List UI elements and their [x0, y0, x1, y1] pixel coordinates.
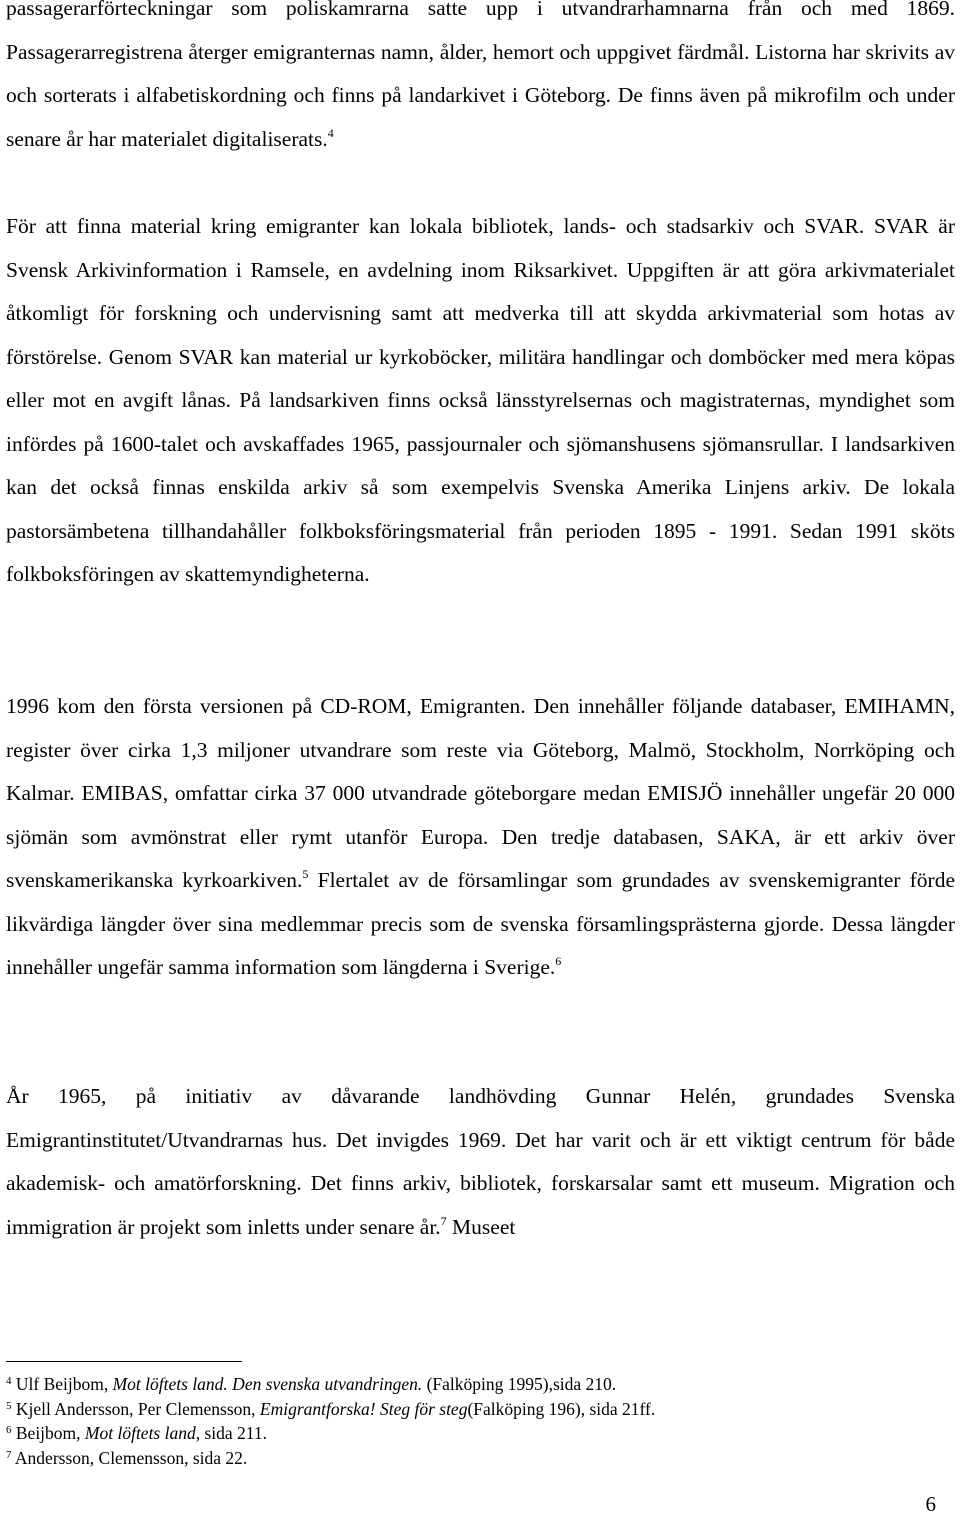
footnote-text: Beijbom,: [15, 1423, 85, 1443]
paragraph-text: Museet: [446, 1214, 516, 1239]
footnote-7: [6, 1446, 946, 1471]
footnote-number: 4: [6, 1375, 12, 1387]
footnote-number: 5: [6, 1399, 12, 1412]
footnote-text: Andersson, Clemensson, sida 22.: [14, 1447, 248, 1468]
paragraph-cd-rom-emigranten: [6, 685, 955, 990]
footnote-6: [6, 1421, 946, 1446]
footnote-number: 6: [6, 1424, 12, 1436]
footnote-separator: [6, 1361, 242, 1362]
paragraph-svar-archives: [6, 205, 955, 597]
footnote-text: (Falköping 196), sida 21ff.: [467, 1398, 656, 1419]
footnote-title: Emigrantforska! Steg för steg: [259, 1398, 468, 1419]
paragraph-text: För att finna material kring emigranter kan lokala bibliotek, lands- och stadsarkiv och SVAR. SVAR är Svensk Arkivinformation i Ramsele, en avdelning inom Riksarkivet. Uppgiften är att göra arkivmaterialet åtkomligt för forskning och undervisning samt att medverka till att skydda arkivmaterial som hotas av förstörelse. Genom SVAR kan material ur kyrkoböcker, militära handlingar och domböcker med mera köpas eller mot en avgift lånas. På landsarkiven finns också länsstyrelsernas och magistraternas, myndighet som infördes på 1600-talet och avskaffades 1965, passjournaler och sjömanshusens sjömansrullar. I landsarkiven kan det också finnas enskilda arkiv så som exempelvis Svenska Amerika Linjens arkiv. De lokala pastorsämbetena tillhandahåller folkboksföringsmaterial från perioden 1895 - 1991. Sedan 1991 sköts folkboksföringen av skattemyndigheterna.: [6, 214, 955, 586]
footnote-ref-5[interactable]: 5: [302, 867, 309, 881]
footnote-ref-7[interactable]: 7: [440, 1213, 447, 1228]
footnote-number: 7: [6, 1448, 12, 1461]
footnote-5: [6, 1397, 946, 1422]
footnote-ref-6[interactable]: 6: [555, 954, 562, 968]
paragraph-emigrant-institute: [6, 1075, 955, 1249]
paragraph-text: passagerarförteckningar som poliskamrarna satte upp i utvandrarhamnarna från och med 1869. Passagerarregistrena återger emigranternas namn, ålder, hemort och uppgivet färdmål. Listorna har skrivits av och sorterats i alfabetiskordning och finns på landarkivet i Göteborg. De finns även på mikrofilm och under senare år har materialet digitaliserats.: [6, 0, 955, 151]
footnote-title: Mot löftets land,: [84, 1423, 201, 1443]
footnote-title: Mot löftets land. Den svenska utvandringen.: [112, 1374, 423, 1394]
page-number: 6: [925, 1492, 936, 1516]
paragraph-emigrant-registers: [6, 0, 955, 161]
paragraph-text: 1996 kom den första versionen på CD-ROM, Emigranten. Den innehåller följande databaser, EMIHAMN, register över cirka 1,3 miljoner utvandrare som reste via Göteborg, Malmö, Stockholm, Norrköping och Kalmar. EMIBAS, omfattar cirka 37 000 utvandrade göteborgare medan EMISJÖ innehåller ungefär 20 000 sjömän som avmönstrat eller rymt utanför Europa. Den tredje databasen, SAKA, är ett arkiv över svenskamerikanska kyrkoarkiven.: [6, 694, 955, 892]
footnote-4: [6, 1372, 946, 1397]
footnote-text: Kjell Andersson, Per Clemensson,: [15, 1398, 260, 1419]
footnote-text: (Falköping 1995),sida 210.: [422, 1374, 617, 1394]
footnote-ref-4[interactable]: 4: [327, 125, 334, 140]
footnotes: [6, 1372, 946, 1470]
footnote-text: Ulf Beijbom,: [15, 1374, 113, 1394]
paragraph-text: Flertalet av de församlingar som grundades av svenskemigranter förde likvärdiga längder över sina medlemmar precis som de svenska församlingsprästerna gjorde. Dessa längder innehåller ungefär samma information som längderna i Sverige.: [6, 868, 955, 979]
paragraph-text: År 1965, på initiativ av dåvarande landhövding Gunnar Helén, grundades Svenska Emigrantinstitutet/Utvandrarnas hus. Det invigdes 1969. Det har varit och är ett viktigt centrum för både akademisk- och amatörforskning. Det finns arkiv, bibliotek, forskarsalar samt ett museum. Migration och immigration är projekt som inletts under senare år.: [6, 1084, 955, 1239]
footnote-text: sida 211.: [200, 1423, 268, 1443]
